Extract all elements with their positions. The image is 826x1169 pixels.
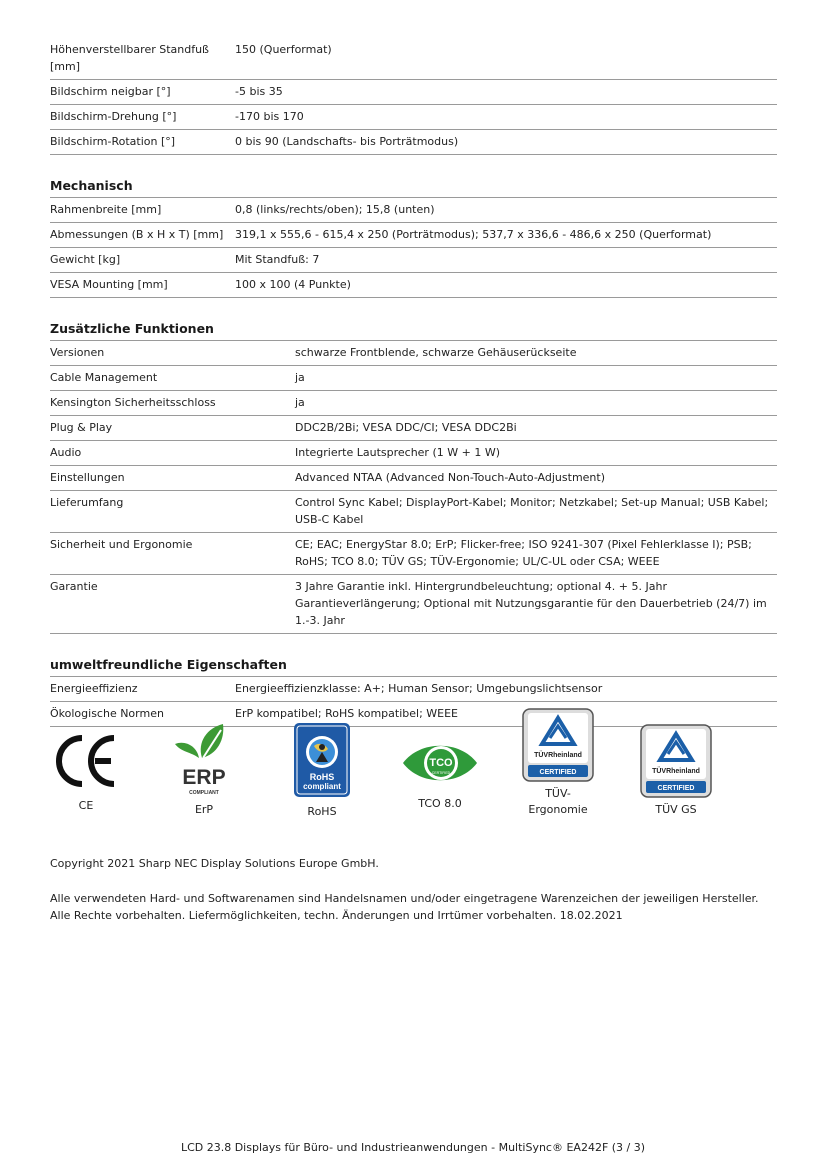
table-row xyxy=(50,491,777,533)
spec-table-mechanisch xyxy=(50,197,777,298)
tuv-rheinland-icon xyxy=(640,724,712,798)
spec-value: ja xyxy=(295,391,777,416)
spec-value: Energieeffizienzklasse: A+; Human Sensor; Umgebungslichtsensor xyxy=(235,677,777,702)
spec-key: Höhenverstellbarer Standfuß [mm] xyxy=(50,38,235,80)
spec-value: 0,8 (links/rechts/oben); 15,8 (unten) xyxy=(235,198,777,223)
spec-content xyxy=(50,38,777,727)
logo-caption: TCO 8.0 xyxy=(418,797,462,810)
table-row xyxy=(50,223,777,248)
logo-tco xyxy=(386,732,494,812)
spec-key: Sicherheit und Ergonomie xyxy=(50,533,295,575)
logo-caption: ErP xyxy=(194,803,214,816)
table-row xyxy=(50,466,777,491)
spec-value: Control Sync Kabel; DisplayPort-Kabel; Monitor; Netzkabel; Set-up Manual; USB Kabel; USB-C Kabel xyxy=(295,491,777,533)
page-footer: LCD 23.8 Displays für Büro- und Industrieanwendungen - MultiSync® EA242F (3 / 3) xyxy=(180,1141,646,1154)
spec-key: Kensington Sicherheitsschloss xyxy=(50,391,295,416)
logo-rohs xyxy=(268,722,376,820)
spec-key: Lieferumfang xyxy=(50,491,295,533)
table-row xyxy=(50,366,777,391)
spec-key: Einstellungen xyxy=(50,466,295,491)
table-row xyxy=(50,416,777,441)
section-title-mechanisch: Mechanisch xyxy=(50,178,133,193)
spec-value: ja xyxy=(295,366,777,391)
table-row xyxy=(50,677,777,702)
tuv-logo-text: TÜVRheinland xyxy=(534,752,582,759)
tuv-logo-subtext: CERTIFIED xyxy=(539,769,577,776)
legal-line-1: Alle verwendeten Hard- und Softwarenamen sind Handelsnamen und/oder eingetragene Warenzeichen der jeweiligen Hersteller. xyxy=(50,892,759,905)
table-row xyxy=(50,575,777,634)
spec-value: DDC2B/2Bi; VESA DDC/CI; VESA DDC2Bi xyxy=(295,416,777,441)
spec-key: Bildschirm neigbar [°] xyxy=(50,80,235,105)
spec-key: Gewicht [kg] xyxy=(50,248,235,273)
erp-leaf-icon xyxy=(169,722,239,798)
rohs-logo-subtext: compliant xyxy=(303,782,341,791)
spec-key: Versionen xyxy=(50,341,295,366)
spec-key: Rahmenbreite [mm] xyxy=(50,198,235,223)
erp-logo-text: ERP xyxy=(182,766,226,789)
spec-key: Garantie xyxy=(50,575,295,634)
table-row xyxy=(50,341,777,366)
table-row xyxy=(50,105,777,130)
spec-value: 150 (Querformat) xyxy=(235,38,777,80)
spec-value: schwarze Frontblende, schwarze Gehäuserückseite xyxy=(295,341,777,366)
rohs-logo-text: RoHS xyxy=(309,772,335,782)
certification-logos xyxy=(32,704,752,824)
table-row xyxy=(50,273,777,298)
logo-tuv-gs xyxy=(622,724,730,818)
table-row xyxy=(50,248,777,273)
spec-table-top xyxy=(50,38,777,155)
logo-caption: TÜV GS xyxy=(655,803,697,816)
spec-key: Cable Management xyxy=(50,366,295,391)
table-row xyxy=(50,391,777,416)
spec-key: Energieeffizienz xyxy=(50,677,235,702)
spec-key: Abmessungen (B x H x T) [mm] xyxy=(50,223,235,248)
table-row xyxy=(50,441,777,466)
logo-caption: RoHS xyxy=(307,805,337,818)
rohs-globe-icon xyxy=(292,722,352,800)
table-row xyxy=(50,198,777,223)
legal-notice xyxy=(50,890,759,924)
logo-caption: CE xyxy=(78,799,94,812)
table-row xyxy=(50,80,777,105)
erp-logo-subtext: COMPLIANT xyxy=(189,790,219,796)
tco-logo-subtext: CERTIFIED xyxy=(431,771,451,775)
spec-value: Mit Standfuß: 7 xyxy=(235,248,777,273)
spec-value: Advanced NTAA (Advanced Non-Touch-Auto-Adjustment) xyxy=(295,466,777,491)
spec-value: 3 Jahre Garantie inkl. Hintergrundbeleuchtung; optional 4. + 5. Jahr Garantieverlängerung; Optional mit Nutzungsgarantie für den Dauerbetrieb (24/7) im 1.-3. Jahr xyxy=(295,575,777,634)
spec-key: Bildschirm-Drehung [°] xyxy=(50,105,235,130)
spec-value: -170 bis 170 xyxy=(235,105,777,130)
spec-key: Bildschirm-Rotation [°] xyxy=(50,130,235,155)
tuv-logo-subtext: CERTIFIED xyxy=(657,785,695,792)
spec-key: Ökologische Normen xyxy=(50,702,235,727)
spec-value: Integrierte Lautsprecher (1 W + 1 W) xyxy=(295,441,777,466)
ce-mark-icon xyxy=(51,728,121,794)
table-row xyxy=(50,130,777,155)
spec-value: -5 bis 35 xyxy=(235,80,777,105)
spec-value: 100 x 100 (4 Punkte) xyxy=(235,273,777,298)
spec-value: 319,1 x 555,6 - 615,4 x 250 (Porträtmodus); 537,7 x 336,6 - 486,6 x 250 (Querformat) xyxy=(235,223,777,248)
tco-logo-text: TCO xyxy=(429,757,453,769)
tuv-logo-text: TÜVRheinland xyxy=(652,768,700,775)
table-row xyxy=(50,38,777,80)
logo-erp xyxy=(150,722,258,818)
spec-key: Audio xyxy=(50,441,295,466)
tco-eye-icon xyxy=(400,732,480,794)
spec-value: CE; EAC; EnergyStar 8.0; ErP; Flicker-free; ISO 9241-307 (Pixel Fehlerklasse I); PSB; RoHS; TCO 8.0; TÜV GS; TÜV-Ergonomie; UL/C-UL oder CSA; WEEE xyxy=(295,533,777,575)
logo-caption: TÜV-Ergonomie xyxy=(528,787,588,816)
copyright-text: Copyright 2021 Sharp NEC Display Solutions Europe GmbH. xyxy=(50,857,379,870)
logo-ce xyxy=(32,728,140,814)
spec-key: Plug & Play xyxy=(50,416,295,441)
spec-value: 0 bis 90 (Landschafts- bis Porträtmodus) xyxy=(235,130,777,155)
spec-value: ErP kompatibel; RoHS kompatibel; WEEE xyxy=(235,702,777,727)
spec-key: VESA Mounting [mm] xyxy=(50,273,235,298)
spec-table-zusaetzliche-funktionen xyxy=(50,340,777,634)
section-title-zusaetzliche-funktionen: Zusätzliche Funktionen xyxy=(50,321,214,336)
tuv-rheinland-icon xyxy=(522,708,594,782)
logo-tuv-ergonomie xyxy=(504,708,612,818)
table-row xyxy=(50,533,777,575)
legal-line-2: Alle Rechte vorbehalten. Liefermöglichkeiten, techn. Änderungen und Irrtümer vorbehalten. 18.02.2021 xyxy=(50,909,623,922)
section-title-umweltfreundliche-eigenschaften: umweltfreundliche Eigenschaften xyxy=(50,657,287,672)
